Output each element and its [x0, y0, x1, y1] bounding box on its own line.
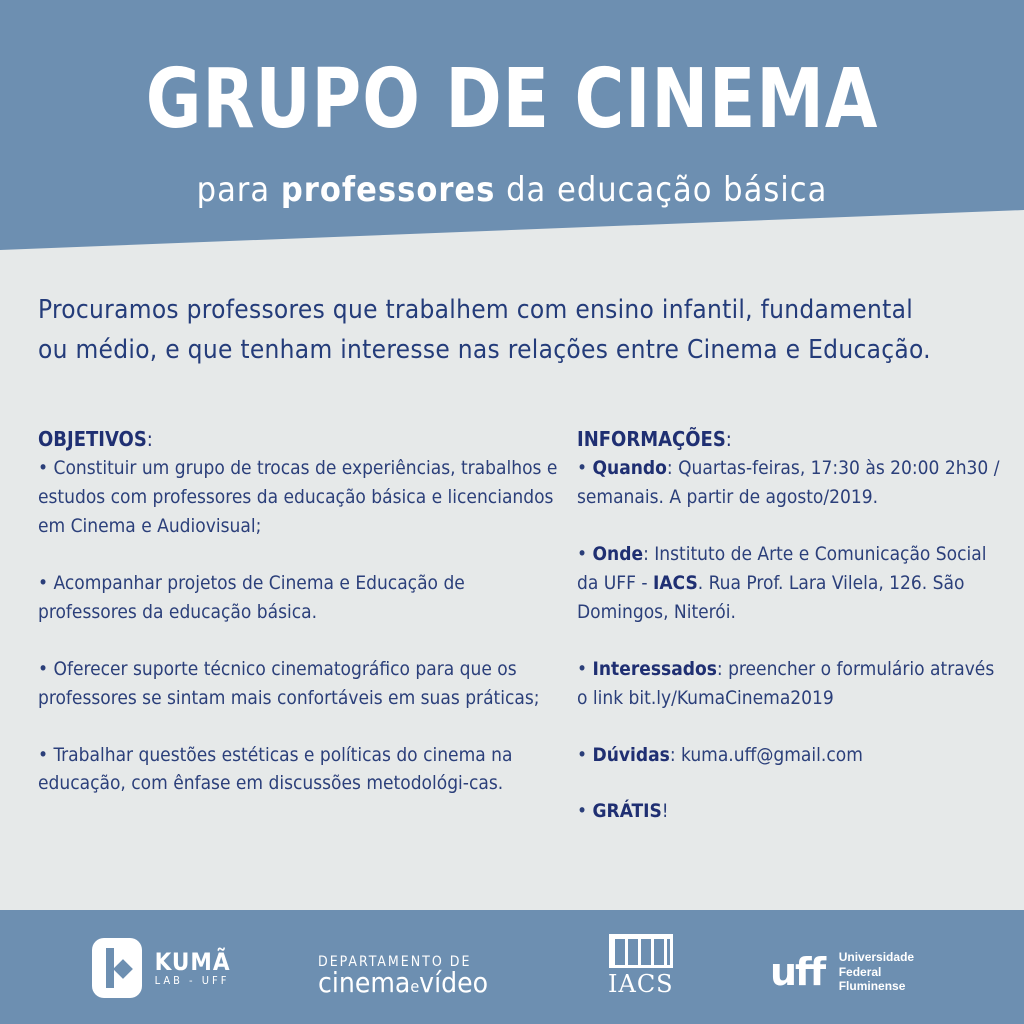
- info-quando: • Quando: Quartas-feiras, 17:30 às 20:00 2h30 / semanais. A partir de agosto/2019.: [577, 457, 1000, 509]
- departamento-logo: [318, 954, 488, 999]
- info-duvidas: • Dúvidas: kuma.uff@gmail.com: [577, 743, 863, 766]
- objetivos-section: [38, 424, 558, 826]
- uff-line3: Fluminense: [838, 979, 906, 994]
- page-title: GRUPO DE CINEMA: [145, 52, 879, 147]
- building-icon: [609, 934, 673, 968]
- objetivo-item: • Oferecer suporte técnico cinematográfico para que os professores se sintam mais confortáveis em suas práticas;: [38, 657, 540, 709]
- iacs-label: IACS: [608, 970, 674, 998]
- dep-video: vídeo: [419, 966, 488, 999]
- dep-e: e: [410, 977, 420, 996]
- objetivo-item: • Trabalhar questões estéticas e políticas do cinema na educação, com ênfase em discussões metodológi-cas.: [38, 743, 513, 795]
- logo-bar: [0, 930, 1024, 1010]
- intro-line-2: ou médio, e que tenham interesse nas relações entre Cinema e Educação.: [38, 335, 931, 366]
- subtitle-bold: professores: [280, 170, 496, 210]
- uff-logo: [770, 950, 914, 994]
- objetivo-item: • Acompanhar projetos de Cinema e Educação de professores da educação básica.: [38, 572, 465, 623]
- info-interessados: • Interessados: preencher o formulário através o link bit.ly/KumaCinema2019: [577, 657, 995, 709]
- informacoes-heading: INFORMAÇÕES:: [577, 427, 732, 451]
- objetivos-heading: OBJETIVOS:: [38, 427, 153, 451]
- kuma-logo: [92, 938, 231, 998]
- kuma-k-icon: [92, 938, 142, 998]
- subtitle-prefix: para: [196, 170, 281, 210]
- kuma-name: KUMÃ: [154, 947, 231, 976]
- uff-line1: Universidade: [838, 950, 915, 965]
- info-gratis: • GRÁTIS!: [577, 800, 669, 823]
- iacs-logo: [608, 934, 674, 998]
- intro-text: [38, 290, 988, 371]
- kuma-sub: LAB - UFF: [154, 973, 230, 987]
- subtitle-suffix: da educação básica: [495, 170, 828, 210]
- uff-mark: uff: [770, 950, 825, 994]
- uff-line2: Federal: [838, 964, 882, 979]
- dep-cinema: cinema: [318, 966, 411, 999]
- objetivo-item: • Constituir um grupo de trocas de experiências, trabalhos e estudos com professores da educação básica e licenciandos em Cinema e Audiovisual;: [38, 457, 558, 538]
- page-subtitle: [0, 170, 1024, 210]
- informacoes-section: [577, 424, 1007, 854]
- intro-line-1: Procuramos professores que trabalhem com ensino infantil, fundamental: [38, 295, 914, 325]
- info-onde: • Onde: Instituto de Arte e Comunicação Social da UFF - IACS. Rua Prof. Lara Vilela, 126. São Domingos, Niterói.: [577, 543, 987, 623]
- dep-line1: DEPARTAMENTO DE: [318, 954, 472, 970]
